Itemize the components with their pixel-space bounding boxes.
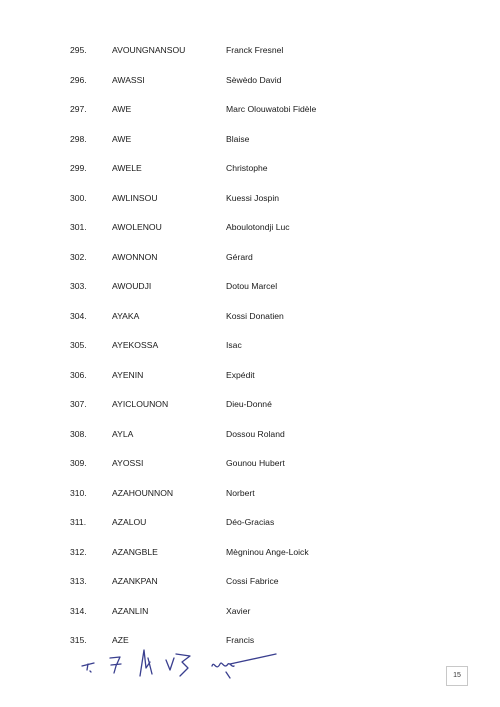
entry-number: 308. (70, 428, 87, 439)
entry-surname: AWOUDJI (112, 281, 152, 291)
list-item (0, 574, 500, 604)
list-item (0, 515, 500, 545)
list-item (0, 604, 500, 634)
list-item (0, 427, 500, 457)
entry-surname: AYENIN (112, 369, 144, 380)
entry-given-names: Dotou Marcel (226, 281, 278, 291)
entry-surname: AZAHOUNNON (112, 487, 174, 498)
entry-surname: AYAKA (112, 310, 140, 321)
list-item (0, 309, 500, 339)
list-item (0, 191, 500, 221)
entry-surname: AZALOU (112, 517, 147, 527)
entry-number: 310. (70, 487, 87, 498)
signature-5 (212, 654, 276, 678)
entry-surname: AZANKPAN (112, 576, 158, 586)
signature-3 (140, 650, 152, 676)
entry-number: 305. (70, 340, 87, 350)
entry-surname: AYOSSI (112, 458, 144, 468)
entry-number: 296. (70, 74, 87, 85)
entry-number: 298. (70, 133, 87, 144)
entry-given-names: Gounou Hubert (226, 458, 285, 468)
entry-surname: AYLA (112, 428, 134, 439)
entry-number: 304. (70, 310, 87, 321)
list-item (0, 545, 500, 575)
entry-given-names: Franck Fresnel (226, 45, 284, 55)
entry-given-names: Cossi Fabrice (226, 576, 279, 586)
name-list (0, 43, 500, 663)
entry-number: 300. (70, 192, 87, 203)
list-item (0, 102, 500, 132)
entry-number: 295. (70, 45, 87, 55)
list-item (0, 161, 500, 191)
entry-surname: AWELE (112, 163, 142, 173)
entry-surname: AZE (112, 635, 129, 645)
list-item (0, 368, 500, 398)
entry-given-names: Blaise (226, 133, 250, 144)
entry-given-names: Aboulotondji Luc (226, 222, 290, 232)
entry-number: 313. (70, 576, 87, 586)
entry-surname: AWONNON (112, 251, 158, 262)
entry-given-names: Norbert (226, 487, 255, 498)
entry-number: 311. (70, 517, 87, 527)
list-item (0, 132, 500, 162)
signatures (80, 646, 280, 682)
entry-surname: AWE (112, 133, 132, 144)
list-item (0, 250, 500, 280)
entry-given-names: Gérard (226, 251, 253, 262)
entry-given-names: Isac (226, 340, 242, 350)
entry-number: 306. (70, 369, 87, 380)
list-item (0, 73, 500, 103)
entry-surname: AZANGBLE (112, 546, 158, 557)
entry-surname: AWLINSOU (112, 192, 158, 203)
entry-number: 302. (70, 251, 87, 262)
entry-surname: AYICLOUNON (112, 399, 169, 409)
entry-given-names: Sèwèdo David (226, 74, 282, 85)
entry-given-names: Dieu-Donné (226, 399, 272, 409)
entry-surname: AWOLENOU (112, 222, 162, 232)
page-number: 15 (446, 666, 468, 686)
entry-number: 309. (70, 458, 87, 468)
entry-given-names: Xavier (226, 605, 251, 616)
entry-number: 315. (70, 635, 87, 645)
list-item (0, 486, 500, 516)
entry-surname: AVOUNGNANSOU (112, 45, 186, 55)
list-item (0, 43, 500, 73)
entry-number: 303. (70, 281, 87, 291)
list-item (0, 279, 500, 309)
entry-given-names: Marc Olouwatobi Fidèle (226, 104, 317, 114)
list-item (0, 456, 500, 486)
entry-number: 312. (70, 546, 87, 557)
entry-number: 307. (70, 399, 87, 409)
signature-4 (166, 654, 190, 676)
entry-given-names: Déo-Gracias (226, 517, 275, 527)
entry-given-names: Mègninou Ange-Loick (226, 546, 309, 557)
list-item (0, 338, 500, 368)
entry-given-names: Francis (226, 635, 255, 645)
entry-given-names: Kuessi Jospin (226, 192, 280, 203)
entry-given-names: Kossi Donatien (226, 310, 284, 321)
entry-given-names: Christophe (226, 163, 268, 173)
list-item (0, 220, 500, 250)
signature-1 (82, 663, 94, 672)
entry-surname: AWE (112, 104, 132, 114)
entry-surname: AYEKOSSA (112, 340, 159, 350)
entry-given-names: Expédit (226, 369, 255, 380)
entry-given-names: Dossou Roland (226, 428, 285, 439)
entry-surname: AZANLIN (112, 605, 149, 616)
entry-number: 301. (70, 222, 87, 232)
signature-2 (110, 657, 121, 673)
entry-surname: AWASSI (112, 74, 145, 85)
entry-number: 299. (70, 163, 87, 173)
entry-number: 297. (70, 104, 87, 114)
entry-number: 314. (70, 605, 87, 616)
list-item (0, 397, 500, 427)
